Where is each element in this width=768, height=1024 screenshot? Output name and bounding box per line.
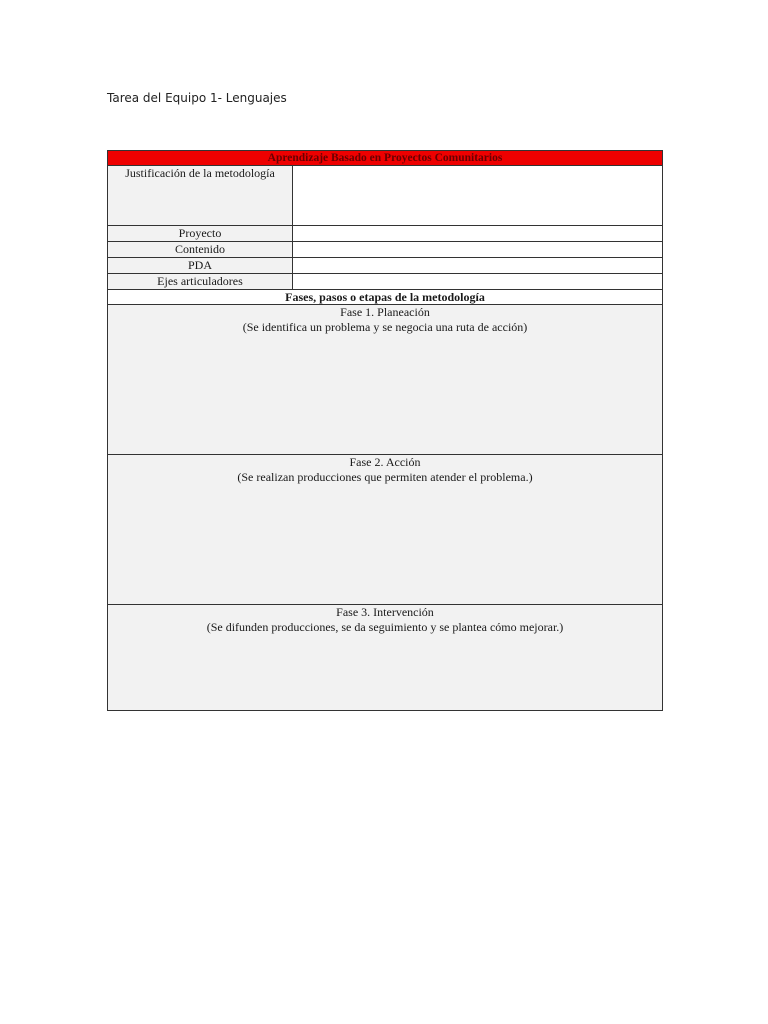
phase-2-description: (Se realizan producciones que permiten atender el problema.) bbox=[237, 470, 533, 484]
phase-1-name: Fase 1. Planeación bbox=[340, 305, 430, 319]
field-pda[interactable] bbox=[293, 258, 663, 274]
phase-3-description: (Se difunden producciones, se da seguimiento y se plantea cómo mejorar.) bbox=[206, 620, 564, 634]
phases-title: Fases, pasos o etapas de la metodología bbox=[108, 290, 663, 305]
field-contenido[interactable] bbox=[293, 242, 663, 258]
phase-3-cell[interactable] bbox=[108, 605, 663, 711]
phase-1-description: (Se identifica un problema y se negocia una ruta de acción) bbox=[242, 320, 528, 334]
methodology-table bbox=[107, 150, 663, 711]
label-justificacion: Justificación de la metodología bbox=[108, 166, 293, 226]
phase-3-name: Fase 3. Intervención bbox=[336, 605, 434, 619]
label-contenido: Contenido bbox=[108, 242, 293, 258]
document-title: Tarea del Equipo 1- Lenguajes bbox=[107, 91, 287, 105]
field-proyecto[interactable] bbox=[293, 226, 663, 242]
label-ejes-articuladores: Ejes articuladores bbox=[108, 274, 293, 290]
table-header: Aprendizaje Basado en Proyectos Comunitarios bbox=[108, 151, 663, 166]
label-pda: PDA bbox=[108, 258, 293, 274]
phase-2-name: Fase 2. Acción bbox=[349, 455, 421, 469]
field-justificacion[interactable] bbox=[293, 166, 663, 226]
label-proyecto: Proyecto bbox=[108, 226, 293, 242]
phase-1-cell[interactable] bbox=[108, 305, 663, 455]
field-ejes-articuladores[interactable] bbox=[293, 274, 663, 290]
phase-2-cell[interactable] bbox=[108, 455, 663, 605]
